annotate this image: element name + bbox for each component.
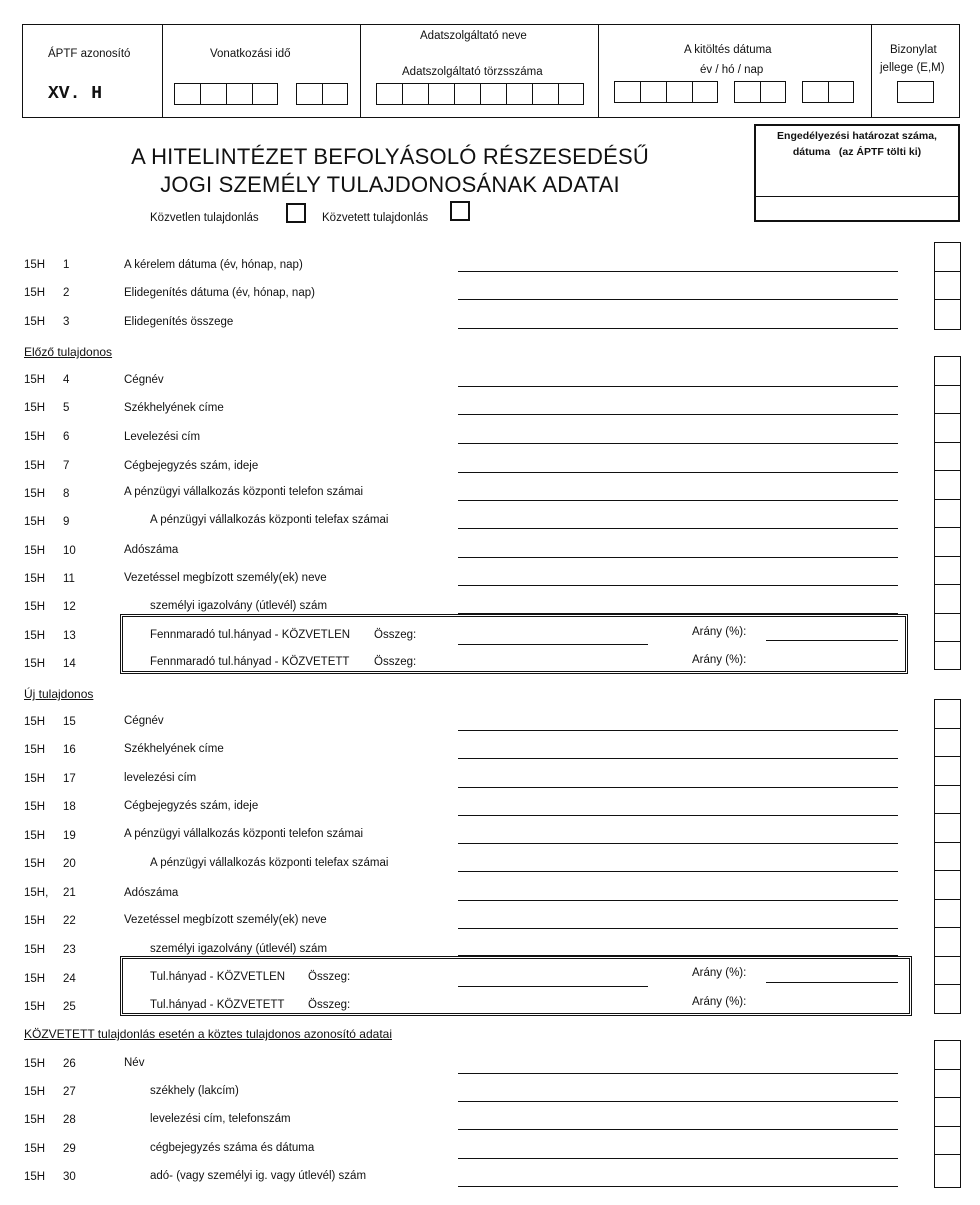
aptf-value: XV. H [48,84,103,104]
code-cell[interactable] [935,585,960,614]
section-intermediate-owner: KÖZVETETT tulajdonlás esetén a köztes tulajdonos azonosító adatai [24,1027,392,1041]
code-cell[interactable] [935,985,960,1014]
row-number: 28 [63,1114,76,1126]
row-label: Tul.hányad - KÖZVETLEN [150,971,286,983]
answer-line[interactable] [458,386,898,387]
row-code: 15H [24,830,46,842]
row-number: 12 [63,601,76,613]
answer-line[interactable] [458,472,898,473]
row-code: 15H, [24,887,49,899]
row-code: 15H [24,658,46,670]
provider-name-label: Adatszolgáltató neve [420,30,527,42]
code-cell[interactable] [935,642,960,671]
row-number: 9 [63,516,70,528]
row-code: 15H [24,1171,46,1183]
row-number: 3 [63,316,70,328]
code-cell[interactable] [935,900,960,929]
row-code: 15H [24,516,46,528]
header-divider-2 [360,24,361,118]
row-code: 15H [24,287,46,299]
header-divider-1 [162,24,163,118]
row-code: 15H [24,630,46,642]
code-cell[interactable] [935,528,960,557]
code-cell[interactable] [935,557,960,586]
row-label: Elidegenítés összege [124,316,234,328]
row-number: 13 [63,630,76,642]
row-code: 15H [24,545,46,557]
row-number: 25 [63,1001,76,1013]
doc-type-label: Bizonylat [890,44,937,56]
row-label: székhely (lakcím) [150,1085,239,1097]
row-label: cégbejegyzés száma és dátuma [150,1142,315,1154]
ratio-label: Arány (%): [692,626,747,638]
code-cell[interactable] [935,272,960,301]
row-code: 15H [24,801,46,813]
code-cell[interactable] [935,729,960,758]
row-number: 8 [63,488,70,500]
answer-line[interactable] [458,613,898,614]
code-cell[interactable] [935,928,960,957]
row-label: Fennmaradó tul.hányad - KÖZVETLEN [150,629,351,641]
row-label: A pénzügyi vállalkozás központi telefon számai [124,486,364,498]
period-label: Vonatkozási idő [210,48,291,60]
row-label: Cégnév [124,374,164,386]
code-cell[interactable] [935,957,960,986]
code-cell[interactable] [935,500,960,529]
row-code: 15H [24,460,46,472]
answer-line[interactable] [458,1129,898,1130]
ratio-label: Arány (%): [692,996,747,1008]
period-cell[interactable] [200,83,226,105]
answer-line[interactable] [458,528,898,529]
row-label: Elidegenítés dátuma (év, hónap, nap) [124,287,315,299]
fill-date-cell[interactable] [760,81,786,103]
row-number: 6 [63,431,70,443]
aptf-label: ÁPTF azonosító [48,48,131,60]
provider-id-cell[interactable] [532,83,558,105]
answer-line[interactable] [458,843,898,844]
section-previous-owner: Előző tulajdonos [24,345,113,359]
row-number: 4 [63,374,70,386]
row-number: 30 [63,1171,76,1183]
row-label: Vezetéssel megbízott személy(ek) neve [124,914,327,926]
provider-id-cell[interactable] [506,83,532,105]
doc-type-cell[interactable] [897,81,934,103]
code-cell[interactable] [935,386,960,415]
row-code: 15H [24,374,46,386]
fill-date-cell[interactable] [734,81,760,103]
row-number: 20 [63,858,76,870]
row-number: 14 [63,658,76,670]
row-number: 17 [63,773,76,785]
answer-line[interactable] [458,900,898,901]
period-cell[interactable] [226,83,252,105]
code-cell[interactable] [935,243,960,272]
ratio-label: Arány (%): [692,654,747,666]
row-label: adó- (vagy személyi ig. vagy útlevél) szám [150,1170,367,1182]
provider-id-cell[interactable] [480,83,506,105]
answer-line[interactable] [458,758,898,759]
fill-date-label: A kitöltés dátuma [684,44,772,56]
answer-line[interactable] [458,815,898,816]
header-divider-3 [598,24,599,118]
row-code: 15H [24,716,46,728]
code-cell[interactable] [935,443,960,472]
row-number: 26 [63,1058,76,1070]
provider-id-cell[interactable] [428,83,454,105]
row-code: 15H [24,744,46,756]
row-label: személyi igazolvány (útlevél) szám [150,600,328,612]
row-label: Név [124,1057,145,1069]
period-cell[interactable] [322,83,348,105]
row-number: 5 [63,402,70,414]
answer-line[interactable] [458,928,898,929]
row-label: Tul.hányad - KÖZVETETT [150,999,285,1011]
fill-date-cell[interactable] [802,81,828,103]
code-column-1 [934,242,961,330]
page-title-line-2: JOGI SZEMÉLY TULAJDONOSÁNAK ADATAI [160,172,620,197]
provider-id-cell[interactable] [376,83,402,105]
code-cell[interactable] [935,300,960,329]
row-label: Cégnév [124,715,164,727]
row-code: 15H [24,1086,46,1098]
row-label: levelezési cím [124,772,197,784]
period-cell[interactable] [252,83,278,105]
code-cell[interactable] [935,786,960,815]
license-box-divider [756,196,958,197]
row-label: Adószáma [124,887,179,899]
provider-id-cell[interactable] [402,83,428,105]
row-code: 15H [24,601,46,613]
ratio-line[interactable] [766,982,898,983]
fill-date-cell[interactable] [692,81,718,103]
answer-line[interactable] [458,500,898,501]
row-number: 2 [63,287,70,299]
row-number: 16 [63,744,76,756]
row-code: 15H [24,1114,46,1126]
row-code: 15H [24,973,46,985]
answer-line[interactable] [458,299,898,300]
row-number: 23 [63,944,76,956]
answer-line[interactable] [458,787,898,788]
row-code: 15H [24,915,46,927]
amount-label: Összeg: [374,656,417,668]
answer-line[interactable] [458,414,898,415]
amount-label: Összeg: [374,629,417,641]
code-cell[interactable] [935,757,960,786]
row-number: 11 [63,573,75,585]
amount-label: Összeg: [308,999,351,1011]
row-label: A pénzügyi vállalkozás központi telefax számai [150,857,389,869]
row-number: 18 [63,801,76,813]
fill-date-cell[interactable] [614,81,640,103]
code-cell[interactable] [935,1070,960,1099]
row-code: 15H [24,1058,46,1070]
answer-line[interactable] [458,557,898,558]
ratio-label: Arány (%): [692,967,747,979]
row-code: 15H [24,1001,46,1013]
row-number: 24 [63,973,76,985]
code-cell[interactable] [935,1155,960,1184]
row-code: 15H [24,773,46,785]
code-cell[interactable] [935,1098,960,1127]
row-code: 15H [24,431,46,443]
code-cell[interactable] [935,1041,960,1070]
answer-line[interactable] [458,328,898,329]
row-number: 29 [63,1143,76,1155]
code-cell[interactable] [935,614,960,643]
code-cell[interactable] [935,843,960,872]
code-column-2 [934,356,961,670]
code-cell[interactable] [935,700,960,729]
code-cell[interactable] [935,357,960,386]
provider-id-cell[interactable] [454,83,480,105]
page-title-line-1: A HITELINTÉZET BEFOLYÁSOLÓ RÉSZESEDÉSŰ [131,144,649,169]
answer-line[interactable] [458,1101,898,1102]
row-label: Cégbejegyzés szám, ideje [124,460,259,472]
answer-line[interactable] [458,730,898,731]
row-number: 7 [63,460,70,472]
row-label: levelezési cím, telefonszám [150,1113,291,1125]
answer-line[interactable] [458,443,898,444]
row-label: személyi igazolvány (útlevél) szám [150,943,328,955]
row-number: 21 [63,887,76,899]
header-divider-4 [871,24,872,118]
ratio-line[interactable] [766,640,898,641]
row-label: A pénzügyi vállalkozás központi telefax számai [150,514,389,526]
direct-ownership-checkbox[interactable] [286,203,306,223]
row-number: 15 [63,716,76,728]
doc-type-label-2: jellege (E,M) [880,62,945,74]
provider-id-label: Adatszolgáltató törzsszáma [402,66,543,78]
row-label: Székhelyének címe [124,743,224,755]
fill-date-cell[interactable] [640,81,666,103]
indirect-ownership-label: Közvetett tulajdonlás [322,212,429,224]
row-code: 15H [24,858,46,870]
row-number: 10 [63,545,76,557]
amount-label: Összeg: [308,971,351,983]
row-number: 27 [63,1086,76,1098]
provider-id-cell[interactable] [558,83,584,105]
answer-line[interactable] [458,585,898,586]
answer-line[interactable] [458,1073,898,1074]
amount-line[interactable] [458,986,648,987]
license-line-1: Engedélyezési határozat száma, [777,130,937,142]
row-label: Adószáma [124,544,179,556]
row-code: 15H [24,944,46,956]
row-label: Székhelyének címe [124,402,224,414]
code-cell[interactable] [935,814,960,843]
code-cell[interactable] [935,471,960,500]
code-cell[interactable] [935,414,960,443]
row-code: 15H [24,488,46,500]
row-code: 15H [24,573,46,585]
row-label: Fennmaradó tul.hányad - KÖZVETETT [150,656,350,668]
row-label: Vezetéssel megbízott személy(ek) neve [124,572,327,584]
row-label: A kérelem dátuma (év, hónap, nap) [124,259,303,271]
fill-date-format: év / hó / nap [700,64,764,76]
row-code: 15H [24,1143,46,1155]
row-number: 19 [63,830,76,842]
code-column-3 [934,699,961,1014]
row-label: Cégbejegyzés szám, ideje [124,800,259,812]
row-number: 22 [63,915,76,927]
direct-ownership-label: Közvetlen tulajdonlás [150,212,259,224]
fill-date-cell[interactable] [828,81,854,103]
license-line-2: dátuma (az ÁPTF tölti ki) [792,146,922,158]
answer-line[interactable] [458,271,898,272]
indirect-ownership-checkbox[interactable] [450,201,470,221]
answer-line[interactable] [458,955,898,956]
answer-line[interactable] [458,1186,898,1187]
amount-line[interactable] [458,644,648,645]
period-cell[interactable] [296,83,322,105]
period-cell[interactable] [174,83,200,105]
row-number: 1 [63,259,70,271]
row-code: 15H [24,259,46,271]
section-new-owner: Új tulajdonos [24,687,94,701]
code-cell[interactable] [935,1127,960,1156]
row-code: 15H [24,402,46,414]
fill-date-cell[interactable] [666,81,692,103]
answer-line[interactable] [458,871,898,872]
code-column-4 [934,1040,961,1188]
row-code: 15H [24,316,46,328]
row-label: Levelezési cím [124,431,201,443]
row-label: A pénzügyi vállalkozás központi telefon számai [124,828,364,840]
answer-line[interactable] [458,1158,898,1159]
code-cell[interactable] [935,871,960,900]
